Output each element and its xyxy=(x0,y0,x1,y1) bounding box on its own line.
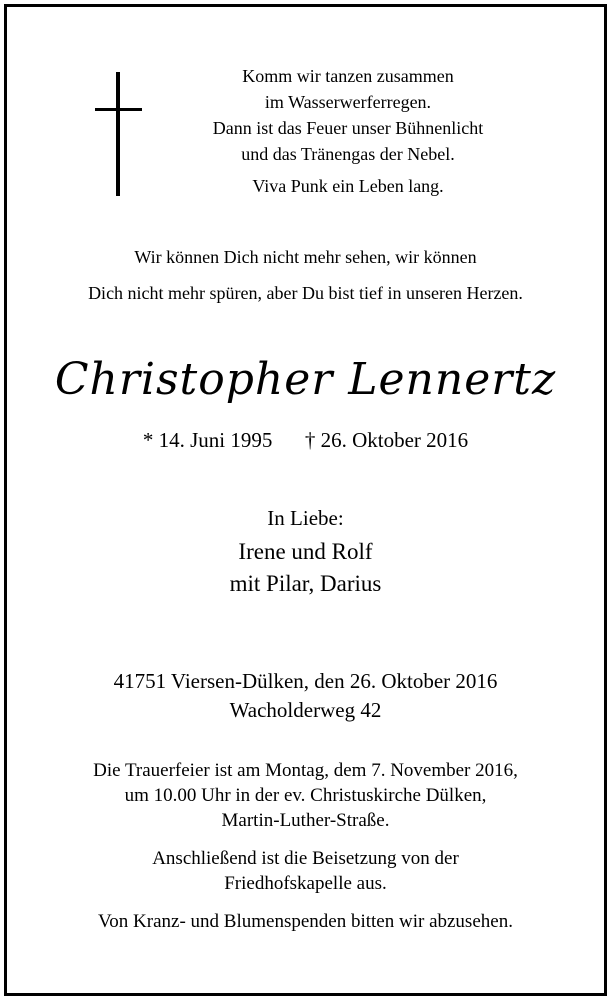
poem-line: Viva Punk ein Leben lang. xyxy=(252,176,444,196)
mourner-names: mit Pilar, Darius xyxy=(229,571,382,596)
deceased-name: Christopher Lennertz xyxy=(54,354,557,405)
quote-line: Wir können Dich nicht mehr sehen, wir können xyxy=(134,247,477,267)
poem-line: und das Tränengas der Nebel. xyxy=(241,144,455,164)
death-date: † 26. Oktober 2016 xyxy=(304,428,469,452)
birth-date: * 14. Juni 1995 xyxy=(142,428,273,452)
poem-line: Dann ist das Feuer unser Bühnenlicht xyxy=(212,118,484,138)
life-dates xyxy=(0,428,611,453)
funeral-info-line: Die Trauerfeier ist am Montag, dem 7. November 2016, xyxy=(93,760,518,781)
address-line: Wacholderweg 42 xyxy=(229,698,382,722)
address-line: 41751 Viersen-Dülken, den 26. Oktober 2016 xyxy=(113,669,498,693)
mourner-names: Irene und Rolf xyxy=(238,539,373,564)
funeral-info-line: um 10.00 Uhr in der ev. Christuskirche Dülken, xyxy=(124,785,487,806)
quote-line: Dich nicht mehr spüren, aber Du bist tief in unseren Herzen. xyxy=(88,283,523,303)
flowers-note: Von Kranz- und Blumenspenden bitten wir abzusehen. xyxy=(98,911,513,932)
burial-info-line: Anschließend ist die Beisetzung von der xyxy=(152,848,459,869)
poem-line: im Wasserwerferregen. xyxy=(264,92,432,112)
mourners-intro: In Liebe: xyxy=(267,506,344,530)
funeral-info-line: Martin-Luther-Straße. xyxy=(221,810,390,831)
burial-info-line: Friedhofskapelle aus. xyxy=(224,873,387,894)
poem-line: Komm wir tanzen zusammen xyxy=(242,66,454,86)
